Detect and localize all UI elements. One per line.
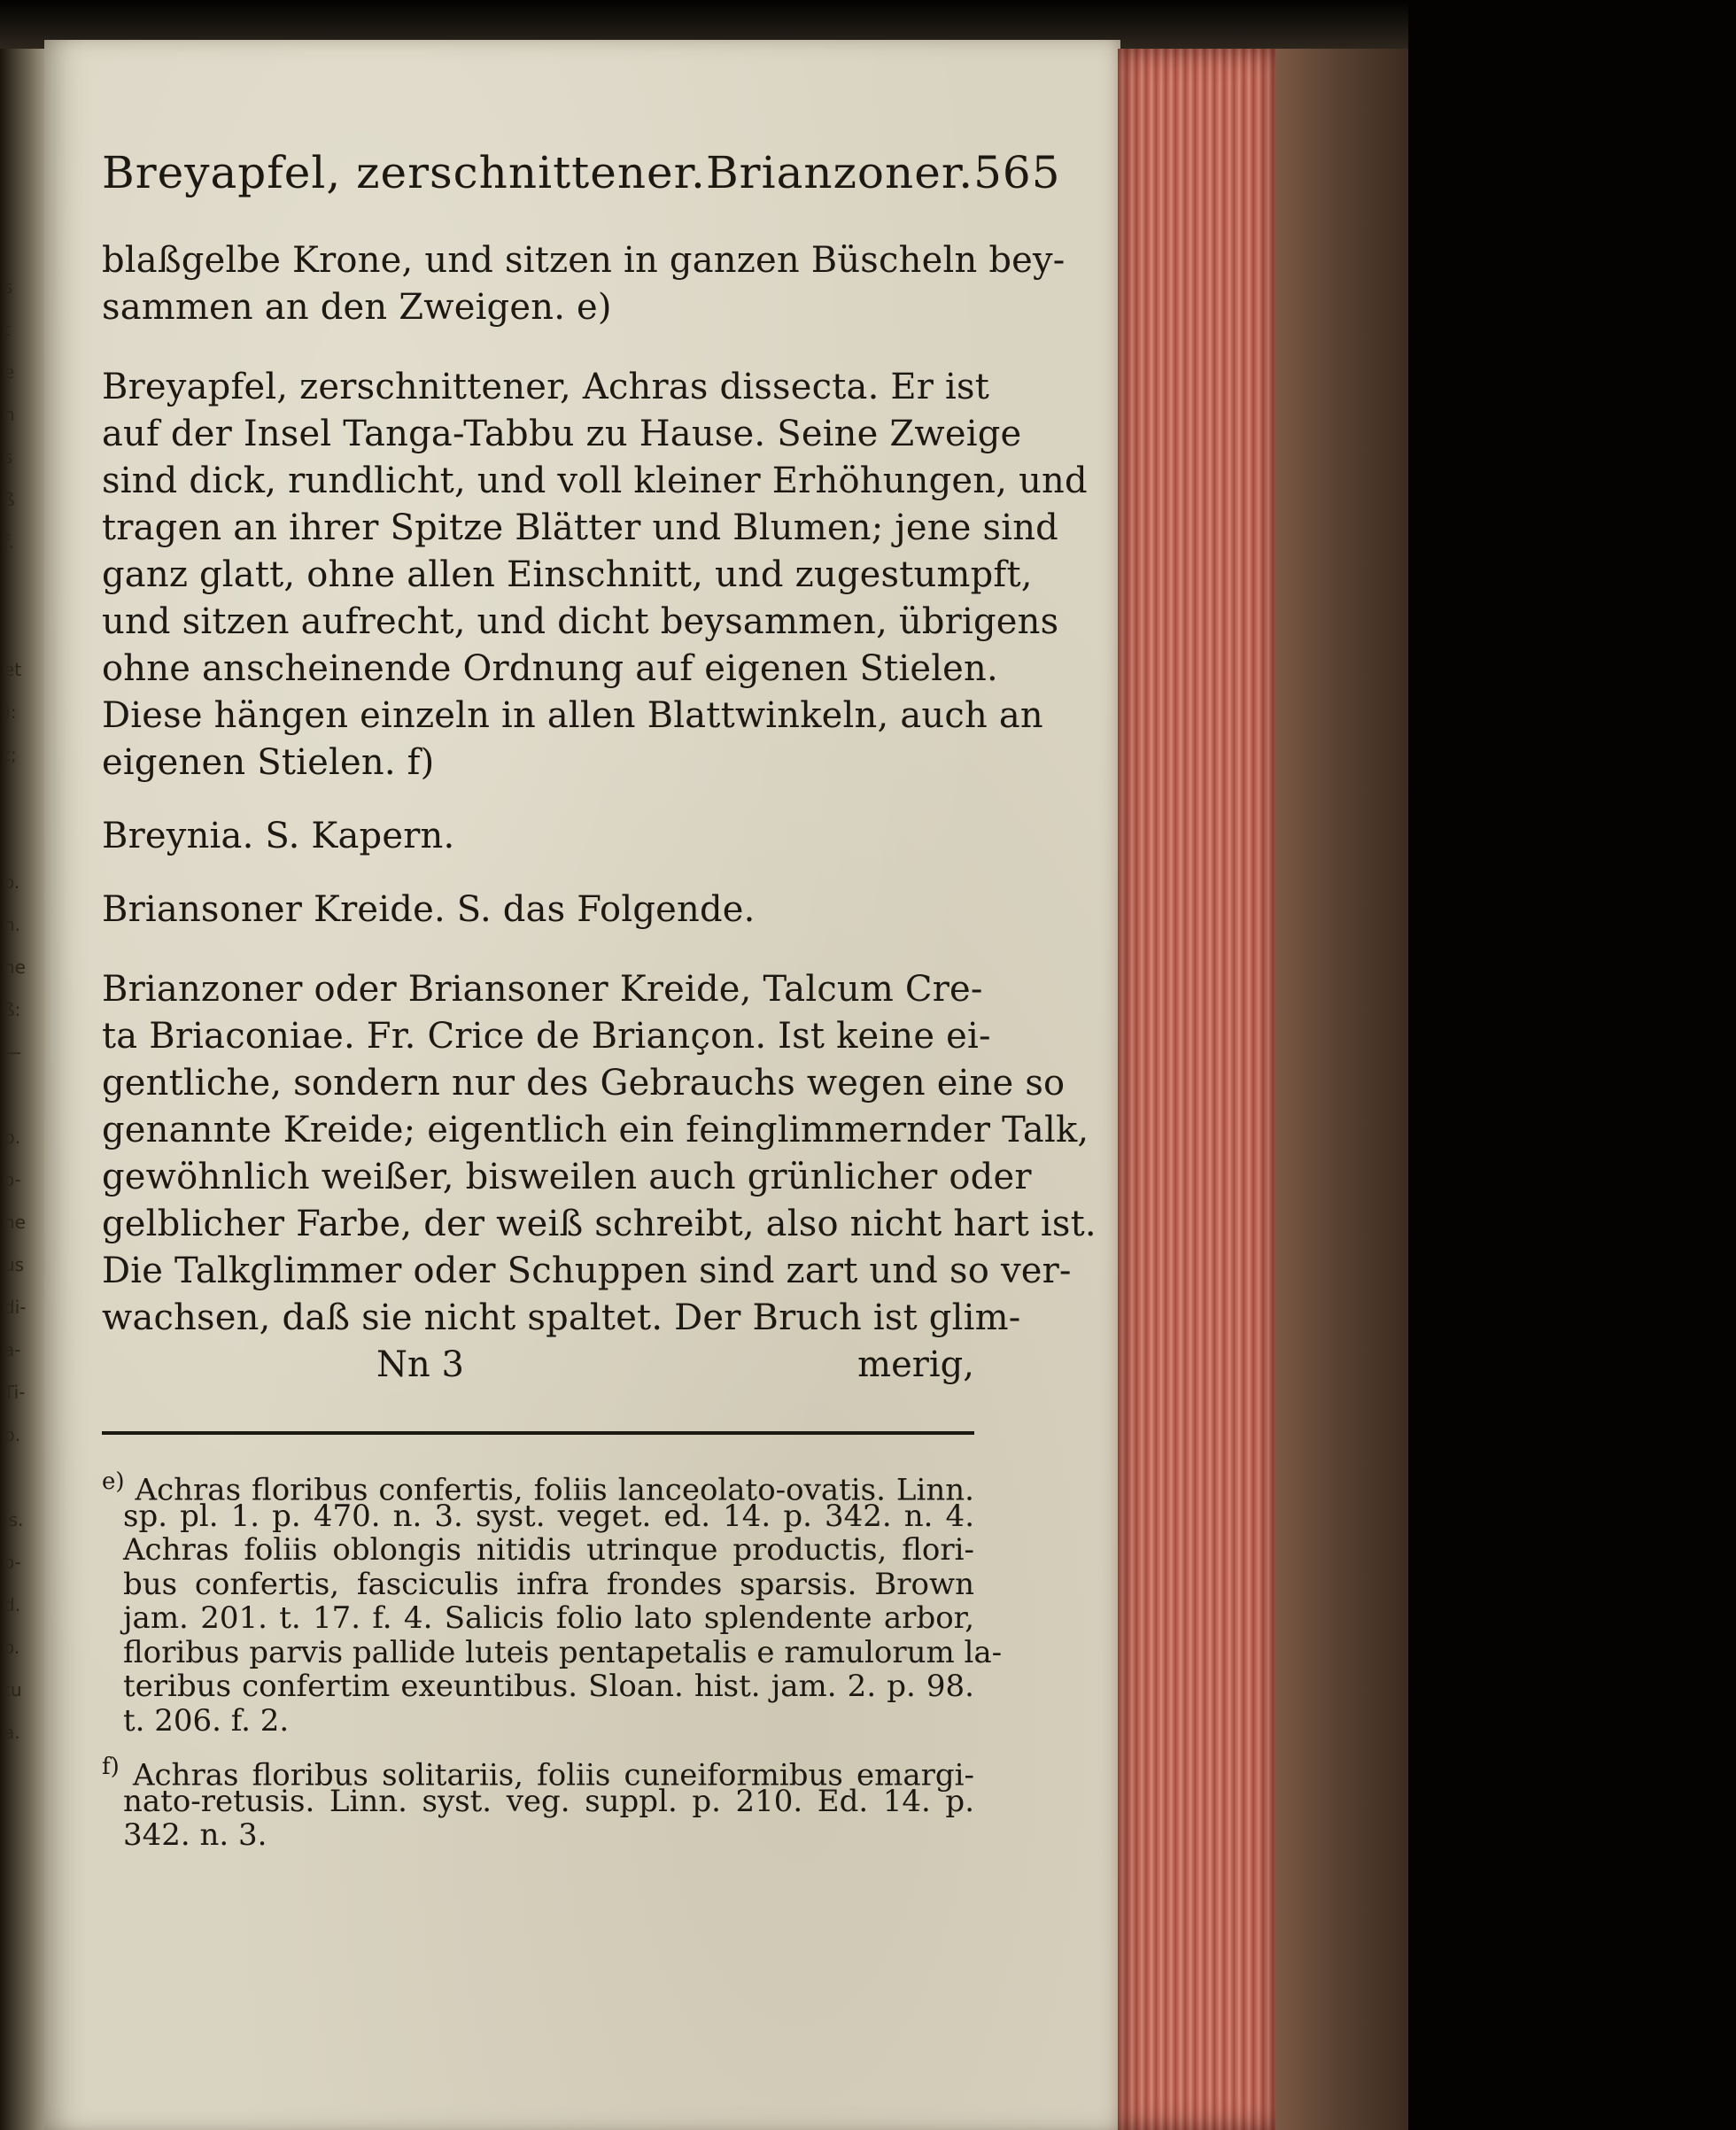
margin-fragment: Ti- [4,1382,26,1403]
margin-fragment: e [4,361,15,383]
margin-fragment: ne [4,957,26,978]
entry-breyapfel-zerschnittener [102,364,1088,786]
margin-fragment: o. [4,1637,20,1658]
margin-fragment: o. [4,871,20,893]
text-line: Die Talkglimmer oder Schuppen sind zart und so ver- [102,1251,1072,1291]
footnote-line [102,1465,974,1508]
footnote-mark: e) [102,1468,125,1495]
footnote-rule [102,1431,974,1435]
margin-fragment: n [4,404,15,425]
entry-brianzoner-kreide [102,966,1097,1342]
text-line: Breyapfel, zerschnittener, Achras dissecta. Er ist [102,367,990,407]
footnote-line: teribus confertim exeuntibus. Sloan. hist. jam. 2. p. 98. [123,1669,974,1704]
footnote-text: Achras floribus confertis, foliis lanceolato-ovatis. Linn. [135,1472,974,1508]
margin-fragment: s [4,446,13,468]
text-line: ganz glatt, ohne allen Einschnitt, und zugestumpft, [102,554,1033,595]
text-line: gentliche, sondern nur des Gebrauchs wegen eine so [102,1063,1066,1104]
margin-fragment: — [4,1042,21,1063]
margin-fragment: et [4,659,22,680]
footnote-line: floribus parvis pallide luteis pentapetalis e ramulorum la- [123,1634,1003,1670]
margin-fragment [4,1456,44,1499]
margin-fragment: t; [4,744,17,765]
margin-fragment: di- [4,1297,27,1318]
footnote-line: nato-retusis. Linn. syst. veg. suppl. p. 210. Ed. 14. p. [123,1783,974,1819]
margin-fragment [4,563,44,606]
margin-fragment: us [4,1254,25,1275]
footnote-line: jam. 201. t. 17. f. 4. Salicis folio lato splendente arbor, [123,1600,974,1636]
text-line: ohne anscheinende Ordnung auf eigenen Stielen. [102,648,998,689]
margin-fragment: ß [4,489,15,510]
margin-fragment: a- [4,1339,21,1360]
text-line: gewöhnlich weißer, bisweilen auch grünlicher oder [102,1157,1032,1197]
margin-fragment: t [4,319,11,340]
footnote-line: 342. n. 3. [123,1817,267,1853]
footnote-line: t. 206. f. 2. [123,1702,290,1739]
footnote-mark: f) [102,1754,120,1780]
footnote-text: Achras floribus solitariis, foliis cuneiformibus emargi- [132,1757,974,1793]
margin-fragment: tu [4,1679,22,1700]
running-head-left: Breyapfel, zerschnittener. [102,147,706,198]
margin-fragment [4,818,44,861]
signature-line [102,1342,974,1389]
catchword: merig, [857,1344,974,1385]
margin-fragment: ): [4,701,17,723]
text-line: Diese hängen einzeln in allen Blattwinkeln, auch an [102,695,1043,736]
previous-page-margin-fragments [4,266,44,1754]
text-line: blaßgelbe Krone, und sitzen in ganzen Büscheln bey- [102,240,1066,281]
running-head-center: Brianzoner. [705,147,974,198]
margin-fragment: o- [4,1552,21,1573]
footnote-e [102,1465,1003,1739]
red-fore-edge [1118,49,1277,2130]
text-line: gelblicher Farbe, der weiß schreibt, also nicht hart ist. [102,1204,1097,1244]
entry-briansoner-kreide: Briansoner Kreide. S. das Folgende. [102,889,756,930]
text-line: sammen an den Zweigen. e) [102,287,612,328]
text-line: auf der Insel Tanga-Tabbu zu Hause. Seine Zweige [102,414,1022,454]
entry-breynia: Breynia. S. Kapern. [102,816,455,856]
signature-mark: Nn 3 [376,1344,464,1385]
text-line: Brianzoner oder Briansoner Kreide, Talcum Cre- [102,969,983,1010]
footnote-line [102,1750,974,1793]
margin-fragment: f. [4,531,14,553]
margin-fragment: a. [4,1722,20,1743]
dark-background [1408,0,1736,2130]
text-line: eigenen Stielen. f) [102,742,435,783]
footnote-f [102,1750,974,1853]
running-head [102,142,1061,213]
text-line: tragen an ihrer Spitze Blätter und Blumen; jene sind [102,507,1058,548]
footnote-line: sp. pl. 1. p. 470. n. 3. syst. veget. ed. 14. p. 342. n. 4. [123,1498,974,1534]
book-cover-edge [1275,49,1408,2130]
margin-fragment: ne [4,1212,26,1233]
footnote-line: bus confertis, fasciculis infra frondes sparsis. Brown [123,1566,974,1602]
margin-fragment: p. [4,1424,21,1445]
text-line: sind dick, rundlicht, und voll kleiner Erhöhungen, und [102,461,1088,501]
margin-fragment: d. [4,1594,21,1615]
page-number: 565 [973,147,1061,198]
margin-fragment: ß: [4,999,21,1020]
margin-fragment: is. [4,1509,24,1530]
margin-fragment [4,606,44,648]
margin-fragment [4,1073,44,1116]
text-line: ta Briaconiae. Fr. Crice de Briançon. Ist keine ei- [102,1016,991,1057]
margin-fragment: n. [4,914,21,935]
text-line: und sitzen aufrecht, und dicht beysammen, übrigens [102,601,1059,642]
margin-fragment: p. [4,1127,21,1148]
footnote-line: Achras foliis oblongis nitidis utrinque productis, flori- [123,1532,974,1568]
page-text [102,142,1097,1853]
text-line: genannte Kreide; eigentlich ein feinglimmernder Talk, [102,1110,1089,1150]
text-line: wachsen, daß sie nicht spaltet. Der Bruch ist glim- [102,1297,1021,1338]
margin-fragment: s [4,276,13,298]
paragraph-krone [102,237,1066,331]
margin-fragment: o- [4,1169,21,1190]
margin-fragment [4,776,44,818]
